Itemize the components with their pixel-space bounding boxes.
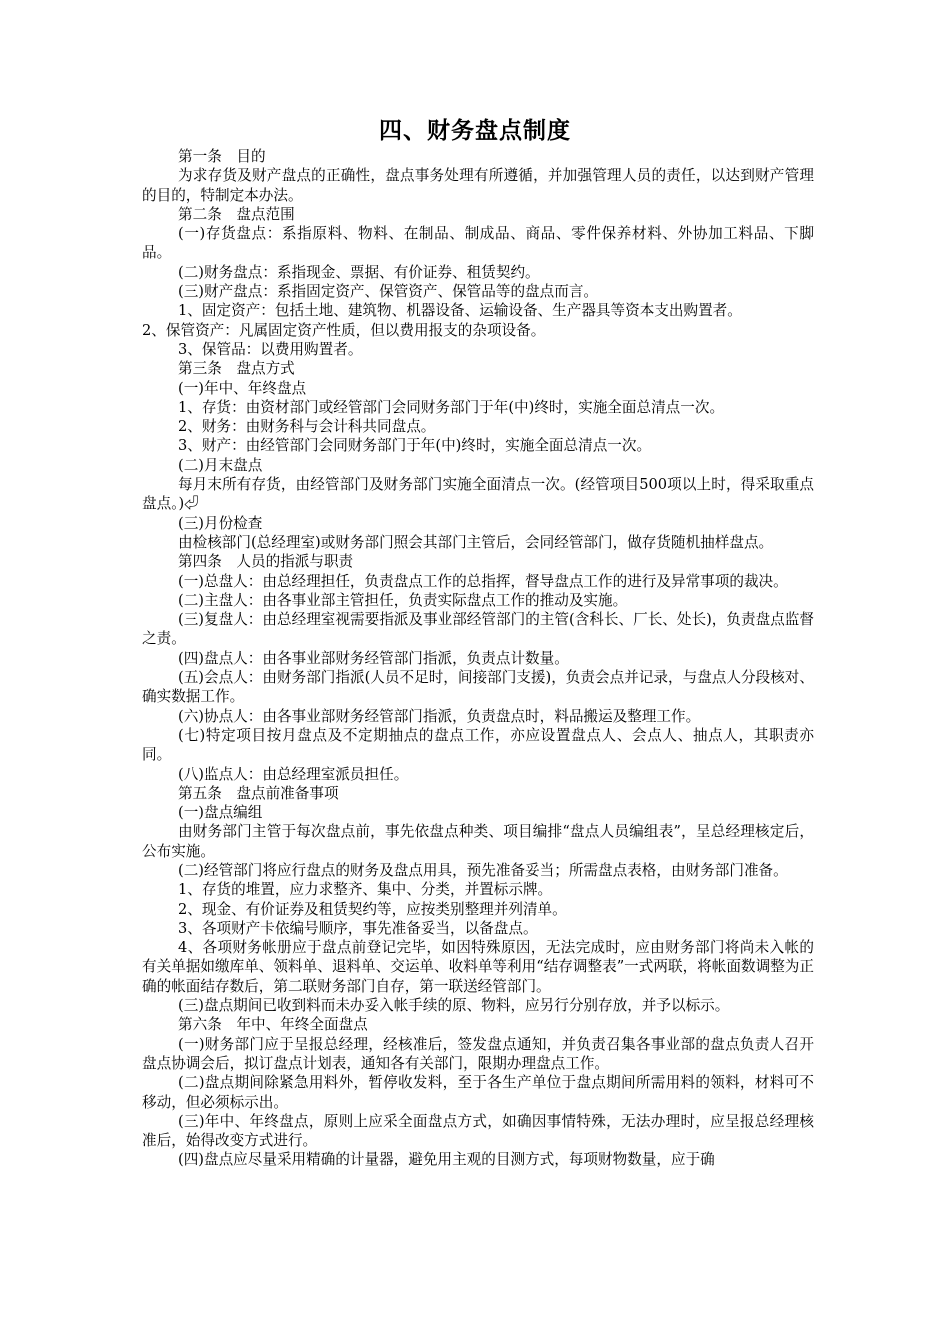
paragraph: (一)存货盘点：系指原料、物料、在制品、制成品、商品、零件保养材料、外协加工料品、下脚品。 — [142, 225, 814, 262]
paragraph: 由检核部门(总经理室)或财务部门照会其部门主管后，会同经管部门，做存货随机抽样盘点。 — [178, 533, 774, 551]
paragraph: (三)年中、年终盘点，原则上应采全面盘点方式，如确因事情特殊，无法办理时，应呈报总经理核准后，始得改变方式进行。 — [142, 1112, 814, 1150]
paragraph: 1、存货：由资材部门或经管部门会同财务部门于年(中)终时，实施全面总清点一次。 — [178, 398, 725, 416]
paragraph: 3、各项财产卡依编号顺序，事先准备妥当，以备盘点。 — [178, 919, 538, 937]
paragraph: (三)财产盘点：系指固定资产、保管资产、保管品等的盘点而言。 — [178, 283, 599, 301]
paragraph: (六)协点人：由各事业部财务经管部门指派，负责盘点时，料品搬运及整理工作。 — [178, 707, 701, 725]
paragraph: 第五条 盘点前准备事项 — [178, 784, 339, 802]
paragraph: 3、财产：由经管部门会同财务部门于年(中)终时，实施全面总清点一次。 — [178, 437, 652, 455]
page-title: 四、财务盘点制度 — [379, 118, 571, 144]
paragraph: (七)特定项目按月盘点及不定期抽点的盘点工作，亦应设置盘点人、会点人、抽点人，其职责亦同。 — [142, 726, 814, 764]
paragraph: 4、各项财务帐册应于盘点前登记完毕，如因特殊原因，无法完成时，应由财务部门将尚未入帐的有关单据如缴库单、领料单、退料单、交运单、收料单等利用“结存调整表”一式两联，将帐面数调整为正确的帐面结存数后，第二联财务部门自存，第一联送经管部门。 — [142, 939, 814, 995]
paragraph: 2、现金、有价证券及租赁契约等，应按类别整理并列清单。 — [178, 900, 567, 918]
paragraph: (四)盘点人：由各事业部财务经管部门指派，负责点计数量。 — [178, 649, 569, 667]
paragraph: 第四条 人员的指派与职责 — [178, 553, 354, 571]
paragraph: (一)盘点编组 — [178, 804, 263, 822]
paragraph: (三)复盘人：由总经理室视需要指派及事业部经管部门的主管(含科长、厂长、处长)，负责盘点监督之责。 — [142, 611, 814, 648]
paragraph: 1、固定资产：包括土地、建筑物、机器设备、运输设备、生产器具等资本支出购置者。 — [178, 302, 742, 320]
paragraph: (五)会点人：由财务部门指派(人员不足时，间接部门支援)，负责会点并记录，与盘点人分段核对、确实数据工作。 — [142, 669, 814, 706]
paragraph: (一)年中、年终盘点 — [178, 379, 307, 397]
paragraph: 由财务部门主管于每次盘点前，事先依盘点种类、项目编排“盘点人员编组表”，呈总经理核定后，公布实施。 — [142, 823, 814, 860]
document-body — [142, 147, 814, 1170]
paragraph: (一)总盘人：由总经理担任，负责盘点工作的总指挥，督导盘点工作的进行及异常事项的裁决。 — [178, 572, 788, 590]
paragraph: (八)监点人：由总经理室派员担任。 — [178, 765, 409, 783]
paragraph: 第三条 盘点方式 — [178, 360, 295, 378]
paragraph: (一)财务部门应于呈报总经理，经核准后，签发盘点通知，并负责召集各事业部的盘点负责人召开盘点协调会后，拟订盘点计划表，通知各有关部门，限期办理盘点工作。 — [142, 1035, 814, 1072]
paragraph: 为求存货及财产盘点的正确性，盘点事务处理有所遵循，并加强管理人员的责任，以达到财产管理的目的，特制定本办法。 — [142, 167, 814, 204]
paragraph: (二)经管部门将应行盘点的财务及盘点用具，预先准备妥当；所需盘点表格，由财务部门准备。 — [178, 861, 788, 879]
paragraph: 第六条 年中、年终全面盘点 — [178, 1016, 368, 1034]
paragraph: 第一条 目的 — [178, 148, 266, 165]
paragraph: 3、保管品：以费用购置者。 — [178, 340, 363, 358]
paragraph: (二)盘点期间除紧急用料外，暂停收发料，至于各生产单位于盘点期间所需用料的领料，材料可不移动，但必须标示出。 — [142, 1074, 814, 1111]
paragraph: 1、存货的堆置，应力求整齐、集中、分类，并置标示牌。 — [178, 881, 553, 899]
paragraph: 每月末所有存货，由经管部门及财务部门实施全面清点一次。(经管项目500项以上时，得采取重点盘点。)⏎ — [142, 476, 814, 513]
paragraph: (三)月份检查 — [178, 514, 263, 532]
paragraph: 2、保管资产：凡属固定资产性质，但以费用报支的杂项设备。 — [142, 321, 546, 339]
paragraph: 2、财务：由财务科与会计科共同盘点。 — [178, 418, 436, 436]
paragraph: (二)月末盘点 — [178, 456, 263, 474]
paragraph: (四)盘点应尽量采用精确的计量器，避免用主观的目测方式，每项财物数量，应于确 — [178, 1151, 715, 1169]
paragraph: (三)盘点期间已收到料而未办妥入帐手续的原、物料，应另行分别存放，并予以标示。 — [178, 997, 730, 1015]
paragraph: (二)财务盘点：系指现金、票据、有价证券、租赁契约。 — [178, 263, 540, 281]
paragraph: 第二条 盘点范围 — [178, 205, 295, 223]
paragraph: (二)主盘人：由各事业部主管担任，负责实际盘点工作的推动及实施。 — [178, 591, 628, 609]
